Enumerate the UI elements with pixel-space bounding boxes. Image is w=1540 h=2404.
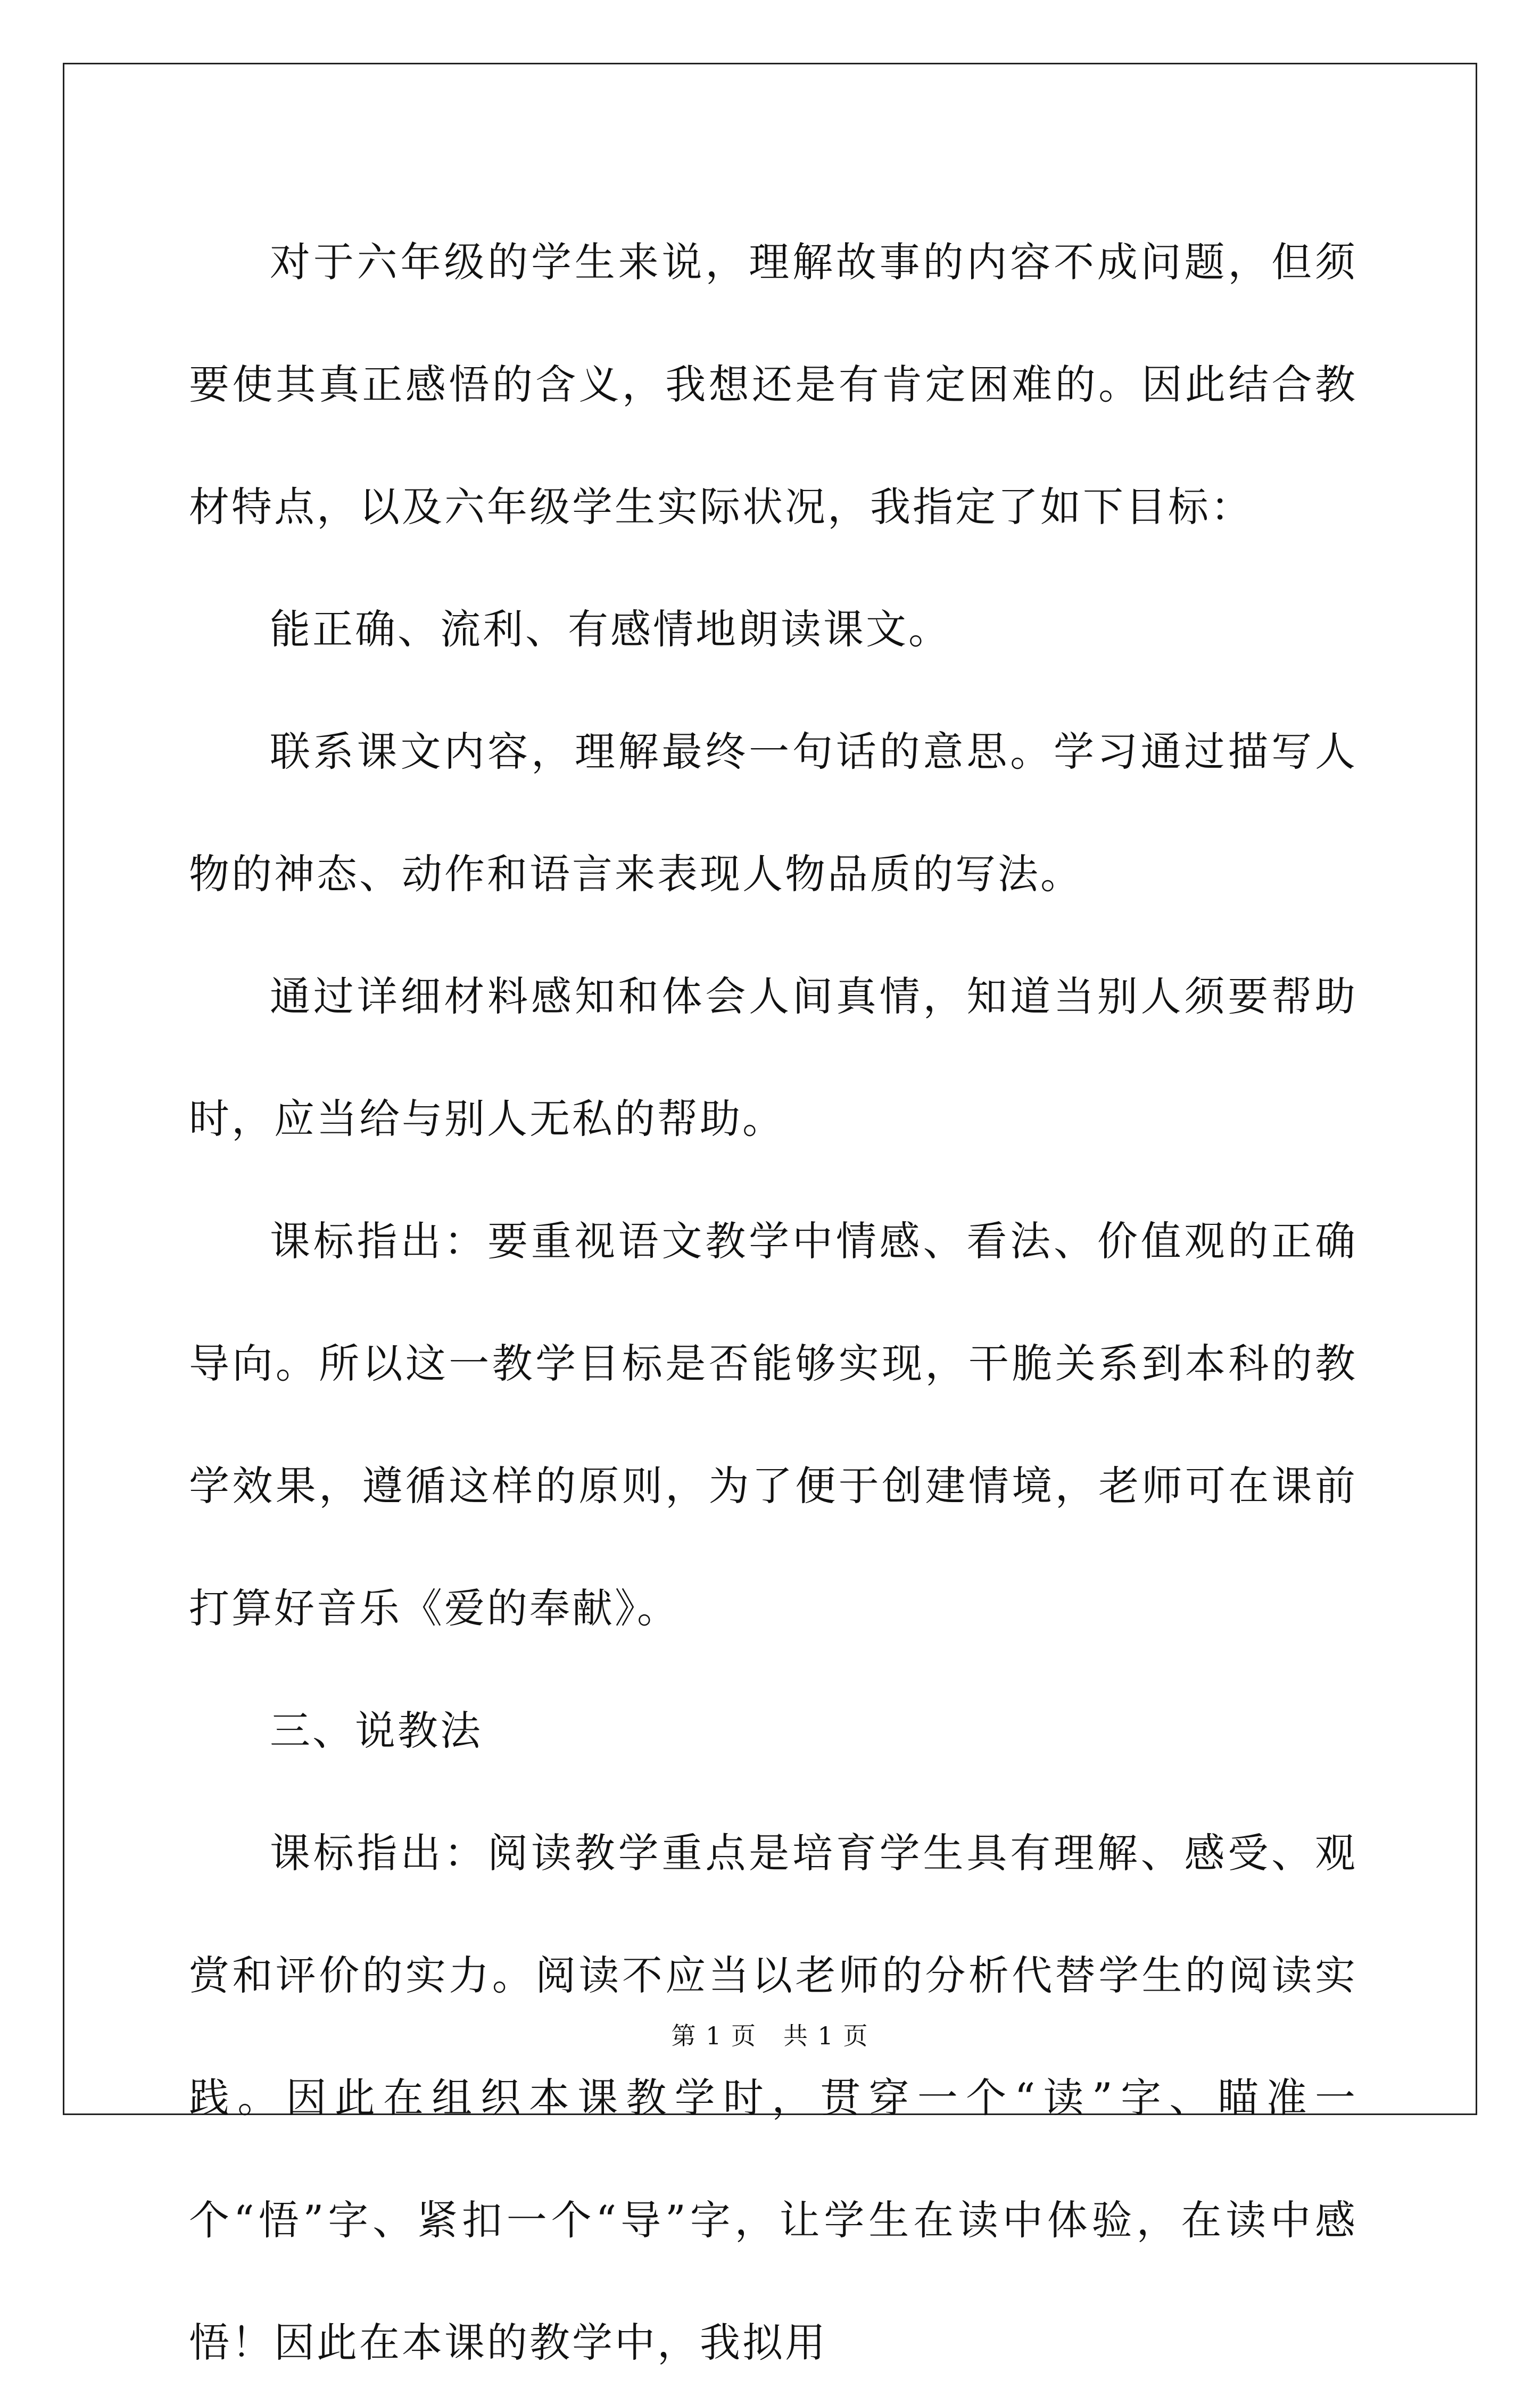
paragraph-goal-empathy: 通过详细材料感知和体会人间真情，知道当别人须要帮助时，应当给与别人无私的帮助。 — [189, 973, 1357, 1142]
paragraph-goal-reading: 能正确、流利、有感情地朗读课文。 — [270, 606, 951, 653]
section-heading-teaching-method: 三、说教法 — [270, 1707, 483, 1754]
paragraph-teaching-method: 课标指出：阅读教学重点是培育学生具有理解、感受、观赏和评价的实力。阅读不应当以老师的分析代替学生的阅读实践。因此在组织本课教学时，贯穿一个“读”字、瞄准一个“悟”字、紧扣一个“导”字，让学生在读中体验，在读中感悟！因此在本课的教学中，我拟用 — [189, 1829, 1357, 2366]
page-number: 第 1 页 — [671, 2021, 757, 2050]
page-footer — [0, 2017, 1540, 2052]
paragraph-goal-understanding: 联系课文内容，理解最终一句话的意思。学习通过描写人物的神态、动作和语言来表现人物品质的写法。 — [189, 728, 1357, 898]
page-total: 共 1 页 — [783, 2021, 869, 2050]
document-body — [189, 201, 1357, 2404]
paragraph-curriculum-note: 课标指出：要重视语文教学中情感、看法、价值观的正确导向。所以这一教学目标是否能够实现，干脆关系到本科的教学效果，遵循这样的原则，为了便于创建情境，老师可在课前打算好音乐《爱的奉献》。 — [189, 1217, 1357, 1632]
paragraph-goals-intro: 对于六年级的学生来说，理解故事的内容不成问题，但须要使其真正感悟的含义，我想还是有肯定困难的。因此结合教材特点，以及六年级学生实际状况，我指定了如下目标： — [189, 238, 1357, 530]
